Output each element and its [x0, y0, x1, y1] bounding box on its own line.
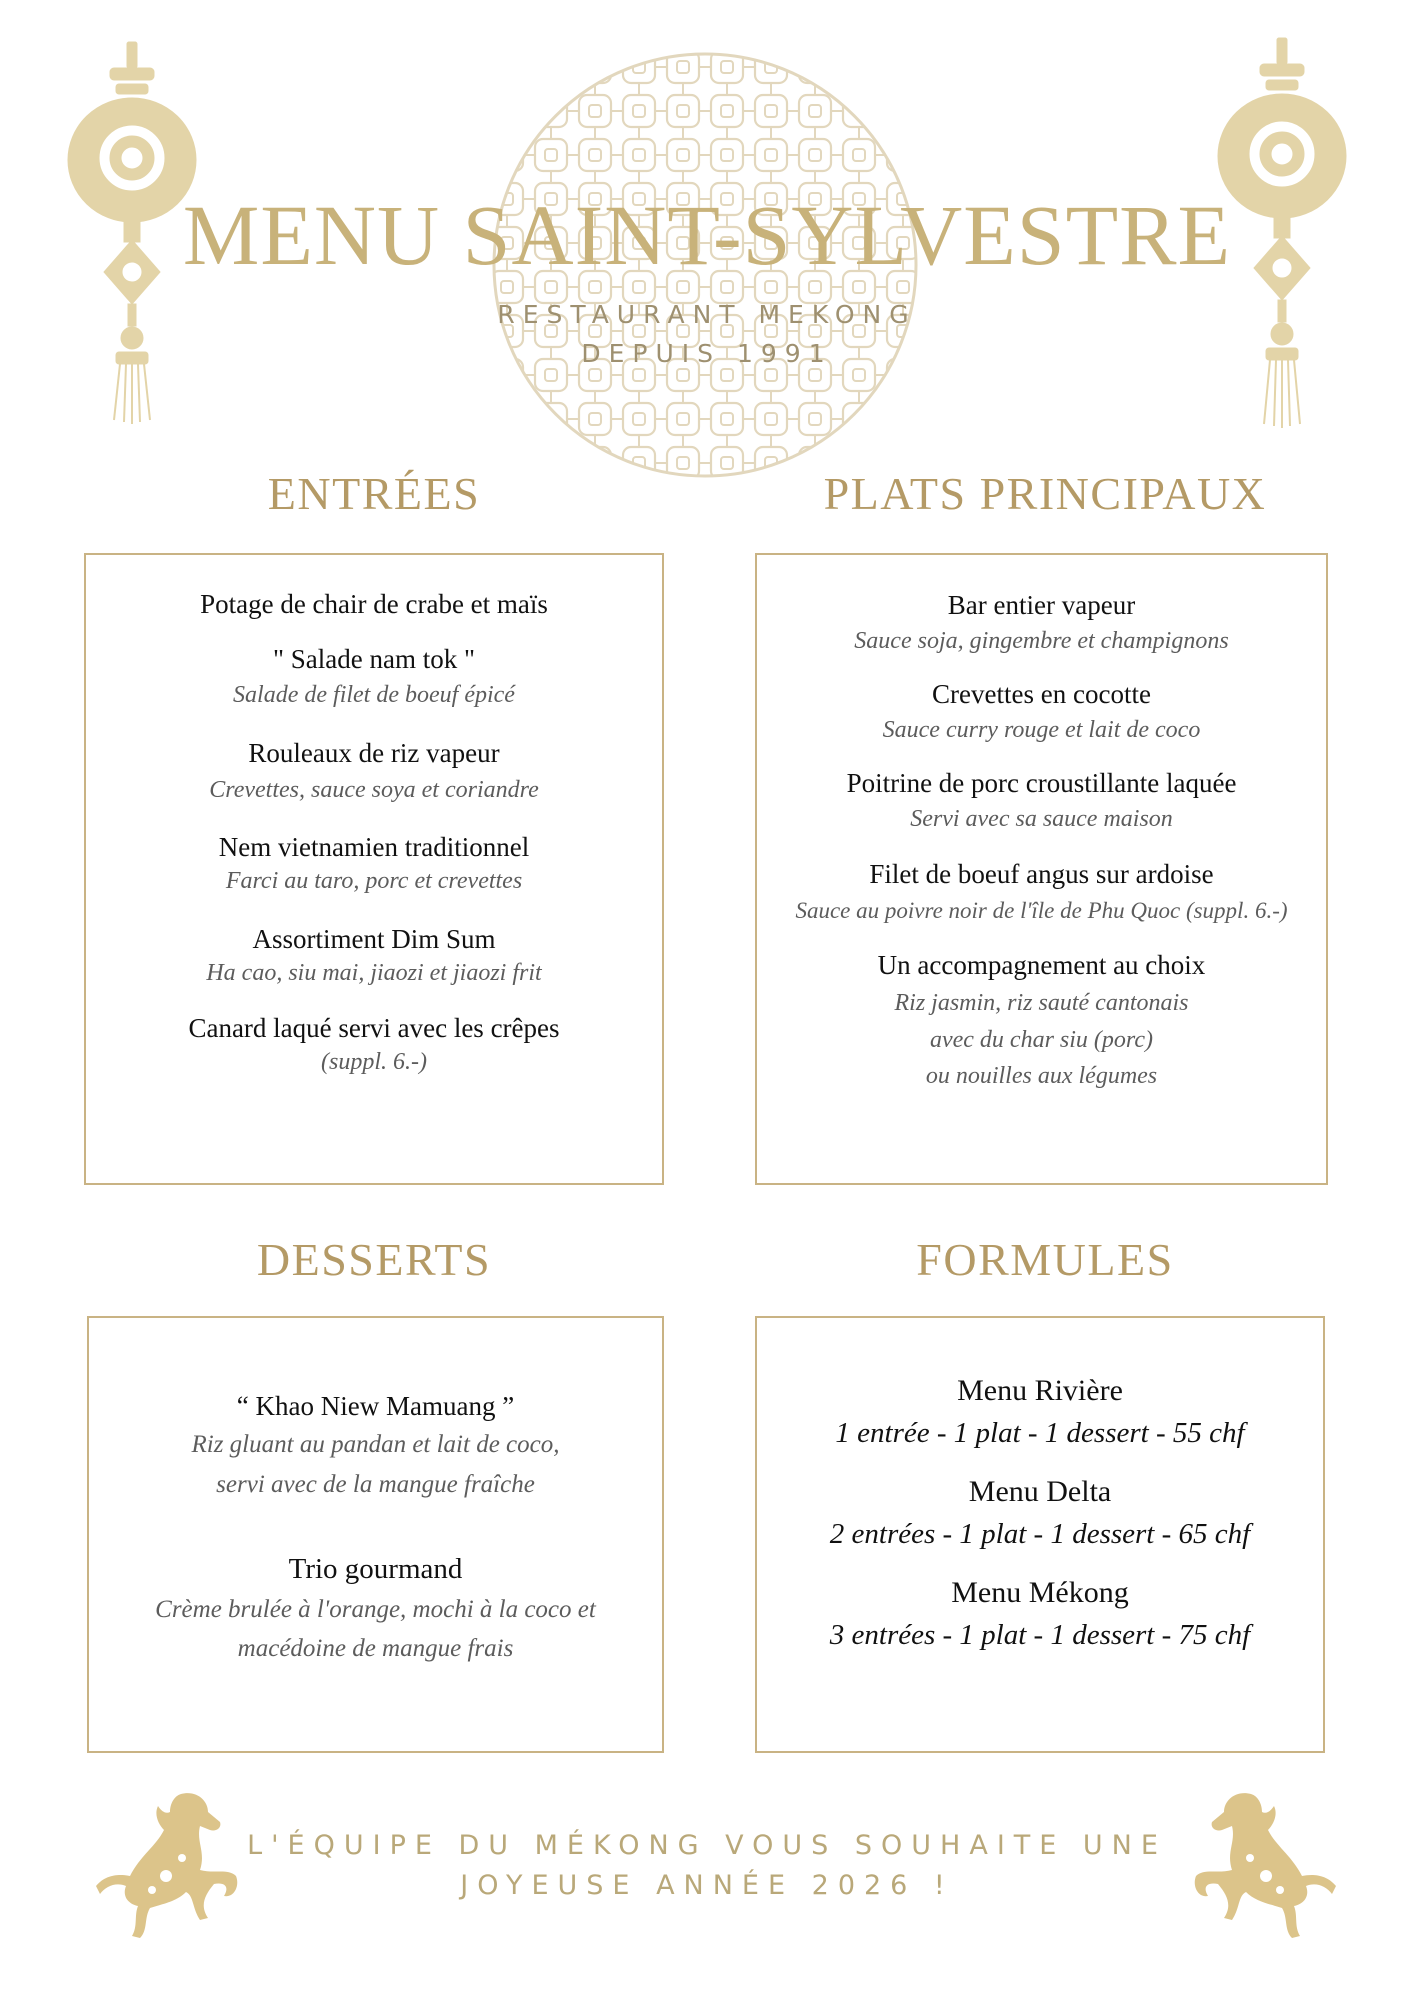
plat-desc: Sauce curry rouge et lait de coco	[882, 717, 1201, 744]
entree-desc: Farci au taro, porc et crevettes	[225, 868, 523, 895]
plat-desc: Sauce soja, gingembre et champignons	[854, 628, 1229, 655]
formule-name: Menu Mékong	[951, 1576, 1129, 1609]
plat-desc-line: ou nouilles aux légumes	[925, 1062, 1158, 1089]
formules-heading: FORMULES	[916, 1234, 1174, 1285]
entree-desc: Salade de filet de boeuf épicé	[233, 681, 515, 708]
dessert-name: “ Khao Niew Mamuang ”	[236, 1391, 515, 1421]
menu-title: MENU SAINT-SYLVESTRE	[182, 187, 1232, 283]
dessert-desc-line: servi avec de la mangue fraîche	[216, 1471, 535, 1499]
formule-name: Menu Delta	[968, 1475, 1112, 1508]
entree-desc: (suppl. 6.-)	[321, 1048, 427, 1075]
plat-name: Un accompagnement au choix	[877, 949, 1206, 980]
plat-name: Filet de boeuf angus sur ardoise	[869, 859, 1214, 890]
entree-name: Canard laqué servi avec les crêpes	[188, 1012, 560, 1043]
entree-name: Rouleaux de riz vapeur	[248, 738, 500, 769]
plat-name: Poitrine de porc croustillante laquée	[846, 767, 1237, 798]
formule-desc: 1 entrée - 1 plat - 1 dessert - 55 chf	[835, 1417, 1245, 1449]
desserts-heading: DESSERTS	[256, 1234, 492, 1285]
entree-name: Assortiment Dim Sum	[252, 923, 496, 954]
plat-desc-line: avec du char siu (porc)	[929, 1026, 1154, 1053]
entree-name: Nem vietnamien traditionnel	[218, 831, 530, 862]
dessert-desc-line: Crème brulée à l'orange, mochi à la coco et	[155, 1595, 596, 1623]
desserts-box	[87, 1316, 664, 1753]
formule-desc: 2 entrées - 1 plat - 1 dessert - 65 chf	[829, 1518, 1251, 1550]
entrees-heading: ENTRÉES	[267, 468, 481, 519]
restaurant-since: DEPUIS 1991	[581, 339, 833, 368]
dessert-name: Trio gourmand	[288, 1552, 463, 1585]
plat-desc: Sauce au poivre noir de l'île de Phu Quoc (suppl. 6.-)	[795, 897, 1288, 923]
entree-desc: Crevettes, sauce soya et coriandre	[209, 776, 539, 803]
plats-heading: PLATS PRINCIPAUX	[823, 468, 1267, 519]
footer-line-1: L'ÉQUIPE DU MÉKONG VOUS SOUHAITE UNE	[247, 1830, 1167, 1861]
restaurant-name: RESTAURANT MEKONG	[497, 300, 917, 329]
plat-name: Bar entier vapeur	[947, 590, 1136, 620]
formule-name: Menu Rivière	[957, 1374, 1123, 1407]
entree-name: " Salade nam tok "	[273, 644, 475, 675]
plats-box	[755, 553, 1328, 1185]
dessert-desc-line: Riz gluant au pandan et lait de coco,	[191, 1431, 560, 1459]
entree-desc: Ha cao, siu mai, jiaozi et jiaozi frit	[206, 960, 542, 987]
footer-line-2: JOYEUSE ANNÉE 2026 !	[460, 1870, 954, 1901]
plat-desc: Servi avec sa sauce maison	[910, 805, 1173, 832]
plat-name: Crevettes en cocotte	[932, 678, 1151, 709]
formules-box	[755, 1316, 1325, 1753]
entree-name: Potage de chair de crabe et maïs	[200, 589, 548, 619]
entrees-box	[84, 553, 664, 1185]
dessert-desc-line: macédoine de mangue frais	[237, 1635, 514, 1663]
formule-desc: 3 entrées - 1 plat - 1 dessert - 75 chf	[829, 1619, 1251, 1651]
plat-desc-line: Riz jasmin, riz sauté cantonais	[894, 990, 1189, 1017]
